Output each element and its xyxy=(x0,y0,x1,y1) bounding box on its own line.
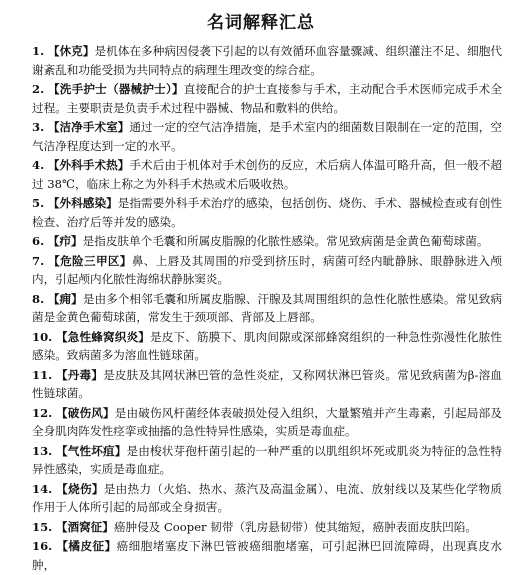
glossary-entry: 14. 【烧伤】是由热力（火焰、热水、蒸汽及高温金属）、电流、放射线以及某些化学物质作用于人体所引起的局部或全身损害。 xyxy=(32,481,502,514)
entry-term: 危险三甲区 xyxy=(60,253,120,268)
entry-definition: 癌肿侵及 Cooper 韧带（乳房悬韧带）使其缩短，癌肿表面皮肤凹陷。 xyxy=(113,519,477,534)
glossary-entry: 16. 【橘皮征】癌细胞堵塞皮下淋巴管被癌细胞堵塞，可引起淋巴回流障碍，出现真皮水肿， xyxy=(32,539,502,572)
entry-definition: 是由热力（火焰、热水、蒸汽及高温金属）、电流、放射线以及某些化学物质作用于人体所引起的局部或全身损害。 xyxy=(32,481,502,514)
glossary-entry: 12. 【破伤风】是由破伤风杆菌经体表破损处侵入组织，大量繁殖并产生毒素，引起局部及全身肌肉阵发性痉挛或抽搐的急性特异性感染，实质是毒血症。 xyxy=(32,405,502,438)
entry-definition: 是皮肤及其网状淋巴管的急性炎症，又称网状淋巴管炎。常见致病菌为β-溶血性链球菌。 xyxy=(32,367,502,400)
entry-number: 1. xyxy=(32,44,45,58)
glossary-entry: 2. 【洗手护士（器械护士）】直接配合的护士直接参与手术，主动配合手术医师完成手术全过程。主要职责是负责手术过程中器械、物品和敷料的供给。 xyxy=(32,82,502,115)
entry-term: 外科感染 xyxy=(59,196,107,210)
entry-term: 洁净手术室 xyxy=(59,120,118,134)
glossary-entry: 5. 【外科感染】是指需要外科手术治疗的感染，包括创伤、烧伤、手术、器械检查或有创性检查、治疗后等并发的感染。 xyxy=(32,196,502,229)
entry-definition: 是指需要外科手术治疗的感染，包括创伤、烧伤、手术、器械检查或有创性检查、治疗后等并发的感染。 xyxy=(32,196,502,229)
glossary-entry: 7. 【危险三甲区】鼻、上唇及其周围的疖受到挤压时，病菌可经内眦静脉、眼静脉进入颅内，引起颅内化脓性海绵状静脉窦炎。 xyxy=(32,253,502,286)
entry-definition: 是由梭状芽孢杆菌引起的一种严重的以肌组织坏死或肌炎为特征的急性特异性感染，实质是毒血症。 xyxy=(32,443,502,476)
entry-term: 气性坏疽 xyxy=(67,443,115,458)
entry-number: 7. xyxy=(32,253,45,268)
entry-term: 疖 xyxy=(59,234,72,248)
entry-definition: 癌细胞堵塞皮下淋巴管被癌细胞堵塞，可引起淋巴回流障碍，出现真皮水肿， xyxy=(32,539,502,572)
entry-term: 丹毒 xyxy=(67,367,92,382)
entry-number: 2. xyxy=(32,82,45,96)
entry-term: 急性蜂窝织炎 xyxy=(67,329,139,344)
glossary-entry: 15. 【酒窝征】癌肿侵及 Cooper 韧带（乳房悬韧带）使其缩短，癌肿表面皮肤凹陷。 xyxy=(32,519,477,534)
entry-term: 洗手护士（器械护士） xyxy=(59,82,172,96)
entry-term: 休克 xyxy=(59,44,83,58)
glossary-entry: 11. 【丹毒】是皮肤及其网状淋巴管的急性炎症，又称网状淋巴管炎。常见致病菌为β-溶血性链球菌。 xyxy=(32,367,502,400)
entry-definition: 是指皮肤单个毛囊和所属皮脂腺的化脓性感染。常见致病菌是金黄色葡萄球菌。 xyxy=(82,234,489,248)
entry-number: 6. xyxy=(32,234,45,248)
entry-number: 10. xyxy=(32,329,53,344)
entry-definition: 是由多个相邻毛囊和所属皮脂腺、汗腺及其周围组织的急性化脓性感染。常见致病菌是金黄色葡萄球菌，常发生于颈项部、背部及上唇部。 xyxy=(32,291,502,324)
entry-definition: 是机体在多种病因侵袭下引起的以有效循环血容量骤减、组织灌注不足、细胞代谢紊乱和功能受损为共同特点的病理生理改变的综合症。 xyxy=(32,44,502,77)
entry-number: 5. xyxy=(32,196,45,210)
entry-term: 橘皮征 xyxy=(68,539,105,553)
entry-number: 15. xyxy=(32,519,53,534)
entry-definition: 是皮下、筋膜下、肌肉间隙或深部蜂窝组织的一种急性弥漫性化脓性感染。致病菌多为溶血性链球菌。 xyxy=(32,329,502,362)
entry-term: 痈 xyxy=(59,291,72,306)
glossary-entry: 10. 【急性蜂窝织炎】是皮下、筋膜下、肌肉间隙或深部蜂窝组织的一种急性弥漫性化脓性感染。致病菌多为溶血性链球菌。 xyxy=(32,329,502,362)
entry-definition: 鼻、上唇及其周围的疖受到挤压时，病菌可经内眦静脉、眼静脉进入颅内，引起颅内化脓性海绵状静脉窦炎。 xyxy=(32,253,502,286)
entry-number: 14. xyxy=(32,481,53,496)
glossary-entry: 6. 【疖】是指皮肤单个毛囊和所属皮脂腺的化脓性感染。常见致病菌是金黄色葡萄球菌。 xyxy=(32,234,489,248)
entry-number: 8. xyxy=(32,291,45,306)
entry-term: 酒窝征 xyxy=(67,519,103,534)
glossary-entry: 3. 【洁净手术室】通过一定的空气洁净措施，是手术室内的细菌数目限制在一定的范围，空气洁净程度达到一定的水平。 xyxy=(32,120,502,153)
entry-definition: 直接配合的护士直接参与手术，主动配合手术医师完成手术全过程。主要职责是负责手术过程中器械、物品和敷料的供给。 xyxy=(32,82,502,115)
entry-term: 烧伤 xyxy=(68,481,92,496)
entry-number: 3. xyxy=(32,120,45,134)
entry-number: 16. xyxy=(32,539,53,553)
glossary-entry: 13. 【气性坏疽】是由梭状芽孢杆菌引起的一种严重的以肌组织坏死或肌炎为特征的急性特异性感染，实质是毒血症。 xyxy=(32,443,502,476)
glossary-entry: 8. 【痈】是由多个相邻毛囊和所属皮脂腺、汗腺及其周围组织的急性化脓性感染。常见致病菌是金黄色葡萄球菌，常发生于颈项部、背部及上唇部。 xyxy=(32,291,502,324)
glossary-list xyxy=(32,42,502,575)
entry-definition: 手术后由于机体对手术创伤的反应，术后病人体温可略升高，但一般不超过 38℃，临床上称之为外科手术热或术后吸收热。 xyxy=(32,158,502,191)
entry-number: 13. xyxy=(32,443,53,458)
entry-number: 4. xyxy=(32,158,45,172)
entry-term: 外科手术热 xyxy=(59,158,118,172)
entry-number: 12. xyxy=(32,405,53,420)
document-title: 名词解释汇总 xyxy=(207,13,315,33)
entry-definition: 通过一定的空气洁净措施，是手术室内的细菌数目限制在一定的范围，空气洁净程度达到一定的水平。 xyxy=(32,120,502,153)
entry-term: 破伤风 xyxy=(67,405,103,420)
entry-definition: 是由破伤风杆菌经体表破损处侵入组织，大量繁殖并产生毒素，引起局部及全身肌肉阵发性痉挛或抽搐的急性特异性感染，实质是毒血症。 xyxy=(32,405,502,438)
glossary-entry: 1. 【休克】是机体在多种病因侵袭下引起的以有效循环血容量骤减、组织灌注不足、细胞代谢紊乱和功能受损为共同特点的病理生理改变的综合症。 xyxy=(32,44,502,77)
entry-number: 11. xyxy=(32,367,53,382)
glossary-entry: 4. 【外科手术热】手术后由于机体对手术创伤的反应，术后病人体温可略升高，但一般不超过 38℃，临床上称之为外科手术热或术后吸收热。 xyxy=(32,158,502,191)
